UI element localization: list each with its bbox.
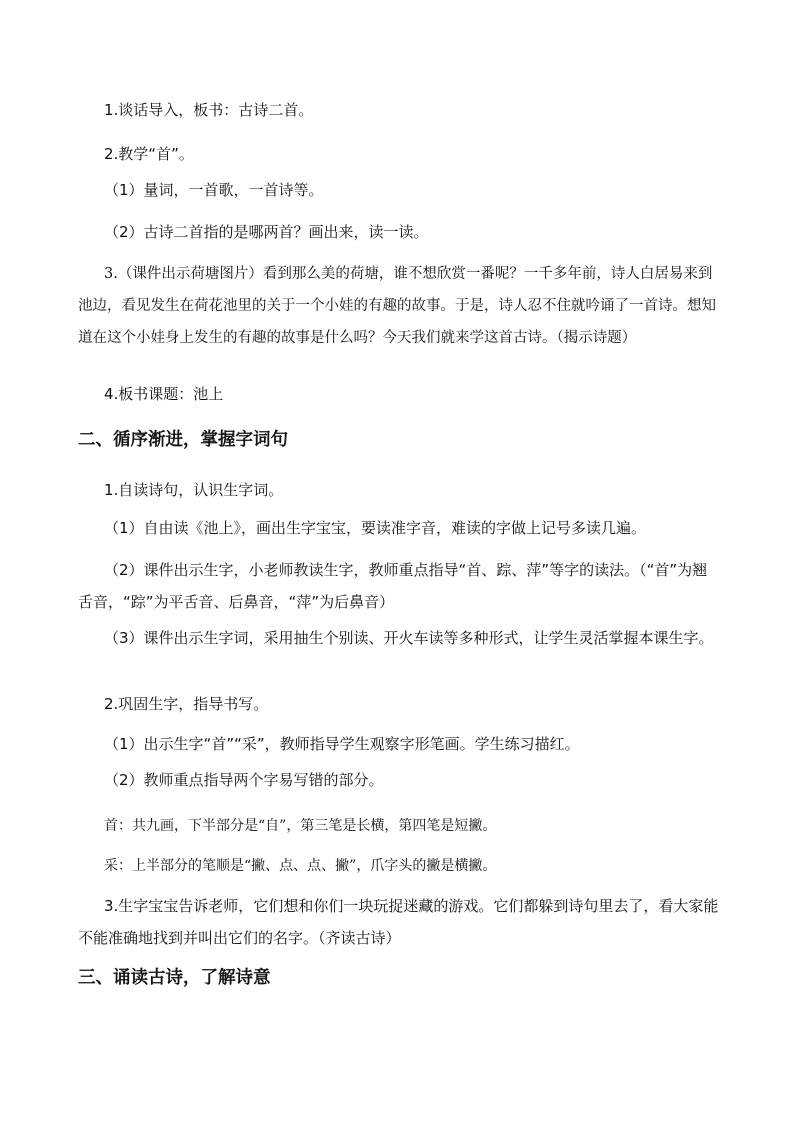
paragraph-s2-item-1-sub-1: （1）自由读《池上》，画出生字宝宝，要读准字音，难读的字做上记号多读几遍。 bbox=[104, 519, 647, 537]
note-stroke-cai: 采：上半部分的笔顺是“撇、点、点、撇”，爪字头的撇是横撇。 bbox=[104, 858, 497, 874]
paragraph-s2-item-1-sub-3: （3）课件出示生字词，采用抽生个别读、开火车读等多种形式，让学生灵活掌握本课生字。 bbox=[104, 629, 714, 647]
note-stroke-shou: 首：共九画，下半部分是“自”，第三笔是长横，第四笔是短撇。 bbox=[104, 818, 497, 834]
paragraph-intro-item-3: 3.（课件出示荷塘图片）看到那么美的荷塘，谁不想欣赏一番呢？一千多年前，诗人白居易来到池边，看见发生在荷花池里的关于一个小娃的有趣的故事。于是，诗人忍不住就吟诵了一首诗。想知道在这个小娃身上发生的有趣的故事是什么吗？今天我们就来学这首古诗。（揭示诗题） bbox=[78, 266, 716, 346]
paragraph-s2-item-2-sub-1: （1）出示生字“首”“采”，教师指导学生观察字形笔画。学生练习描红。 bbox=[104, 735, 580, 753]
paragraph-intro-item-2-sub-1: （1）量词，一首歌，一首诗等。 bbox=[104, 181, 324, 199]
paragraph-s2-item-2-sub-2: （2）教师重点指导两个字易写错的部分。 bbox=[104, 771, 384, 789]
section-heading-2: 二、循序渐进，掌握字词句 bbox=[78, 430, 288, 450]
paragraph-s2-item-2: 2.巩固生字，指导书写。 bbox=[104, 695, 269, 713]
paragraph-intro-item-2-sub-2: （2）古诗二首指的是哪两首？画出来，读一读。 bbox=[104, 223, 429, 241]
paragraph-intro-item-2: 2.教学“首”。 bbox=[104, 145, 194, 163]
paragraph-s2-item-1: 1.自读诗句，认识生字词。 bbox=[104, 481, 284, 499]
paragraph-s2-item-1-sub-2: （2）课件出示生字，小老师教读生字，教师重点指导“首、踪、萍”等字的读法。（“首”为翘舌音，“踪”为平舌音、后鼻音，“萍”为后鼻音） bbox=[78, 561, 708, 611]
section-heading-3: 三、诵读古诗，了解诗意 bbox=[78, 968, 271, 988]
paragraph-intro-item-4: 4.板书课题：池上 bbox=[104, 385, 224, 403]
paragraph-intro-item-1: 1.谈话导入，板书：古诗二首。 bbox=[104, 101, 314, 119]
paragraph-s2-item-3: 3.生字宝宝告诉老师，它们想和你们一块玩捉迷藏的游戏。它们都躲到诗句里去了，看大家能不能准确地找到并叫出它们的名字。（齐读古诗） bbox=[78, 897, 719, 947]
